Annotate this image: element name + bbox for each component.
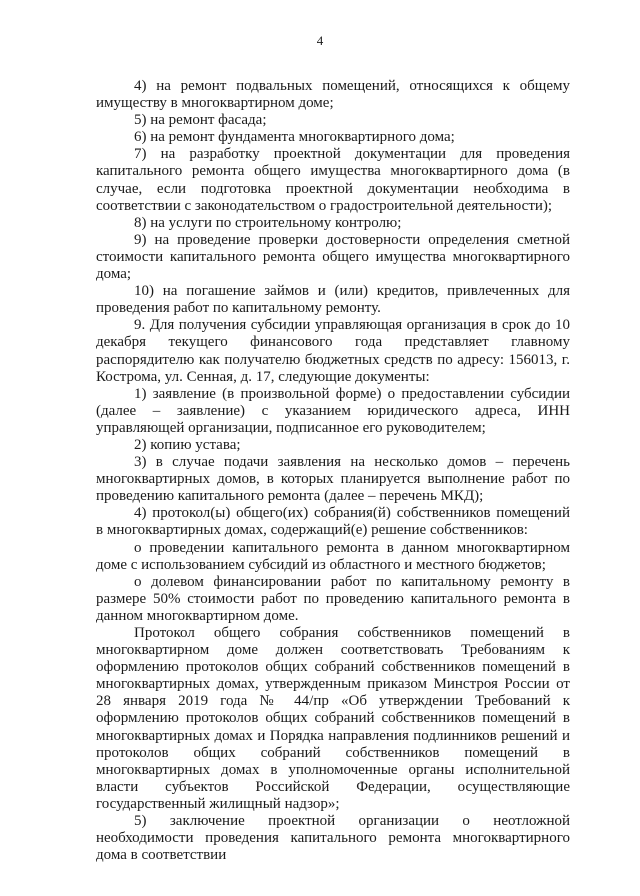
- paragraph-minutes-requirements: Протокол общего собрания собственников помещений в многоквартирном доме должен соответствовать Требованиям к оформлению протоколов общих собраний собственников помещений в многоквартирных домах, утвержденным приказом Минстроя России от 28 января 2019 года № 44/пр «Об утверждении Требований к оформлению протоколов общих собраний собственников помещений в многоквартирных домах и Порядка направления подлинников решений и протоколов общих собраний собственников помещений в многоквартирных домах в уполномоченные органы исполнительной власти субъектов Российской Федерации, осуществляющие государственный жилищный надзор»;: [96, 625, 570, 812]
- paragraph-doc-5-design-conclusion: 5) заключение проектной организации о неотложной необходимости проведения капитального ремонта многоквартирного дома в соответствии: [96, 813, 570, 864]
- page-number: 4: [316, 33, 324, 48]
- paragraph-item-8-construction-control: 8) на услуги по строительному контролю;: [134, 214, 402, 231]
- paragraph-item-7-project-documentation: 7) на разработку проектной документации для проведения капитального ремонта общего имущества многоквартирного дома (в случае, если подготовка проектной документации необходима в соответствии с законодательством о градостроительной деятельности);: [96, 146, 570, 214]
- paragraph-item-5-facade-repair: 5) на ремонт фасада;: [134, 112, 267, 129]
- paragraph-doc-3-house-list: 3) в случае подачи заявления на несколько домов – перечень многоквартирных домов, в которых планируется выполнение работ по проведению капитального ремонта (далее – перечень МКД);: [96, 454, 570, 505]
- paragraph-doc-2-charter: 2) копию устава;: [134, 436, 241, 453]
- paragraph-doc-4-meeting-minutes: 4) протокол(ы) общего(их) собрания(й) собственников помещений в многоквартирных домах, содержащий(е) решение собственников:: [96, 505, 570, 539]
- paragraph-item-6-foundation-repair: 6) на ремонт фундамента многоквартирного дома;: [134, 129, 455, 146]
- paragraph-item-9-estimate-verification: 9) на проведение проверки достоверности определения сметной стоимости капитального ремонта общего имущества многоквартирного дома;: [96, 231, 570, 283]
- document-body: [96, 78, 570, 864]
- paragraph-doc-1-application: 1) заявление (в произвольной форме) о предоставлении субсидии (далее – заявление) с указанием юридического адреса, ИНН управляющей организации, подписанное его руководителем;: [96, 385, 570, 436]
- paragraph-item-10-loan-repayment: 10) на погашение займов и (или) кредитов, привлеченных для проведения работ по капитальному ремонту.: [96, 283, 570, 317]
- paragraph-decision-repair: о проведении капитального ремонта в данном многоквартирном доме с использованием субсидий из областного и местного бюджетов;: [96, 539, 570, 573]
- paragraph-section-9-documents: 9. Для получения субсидии управляющая организация в срок до 10 декабря текущего финансового года представляет главному распорядителю как получателю бюджетных средств по адресу: 156013, г. Кострома, ул. Сенная, д. 17, следующие документы:: [96, 317, 570, 385]
- paragraph-item-4-basement-repair: 4) на ремонт подвальных помещений, относящихся к общему имуществу в многоквартирном доме;: [96, 78, 570, 112]
- paragraph-decision-cofinancing: о долевом финансировании работ по капитальному ремонту в размере 50% стоимости работ по проведению капитального ремонта в данном многоквартирном доме.: [96, 573, 570, 624]
